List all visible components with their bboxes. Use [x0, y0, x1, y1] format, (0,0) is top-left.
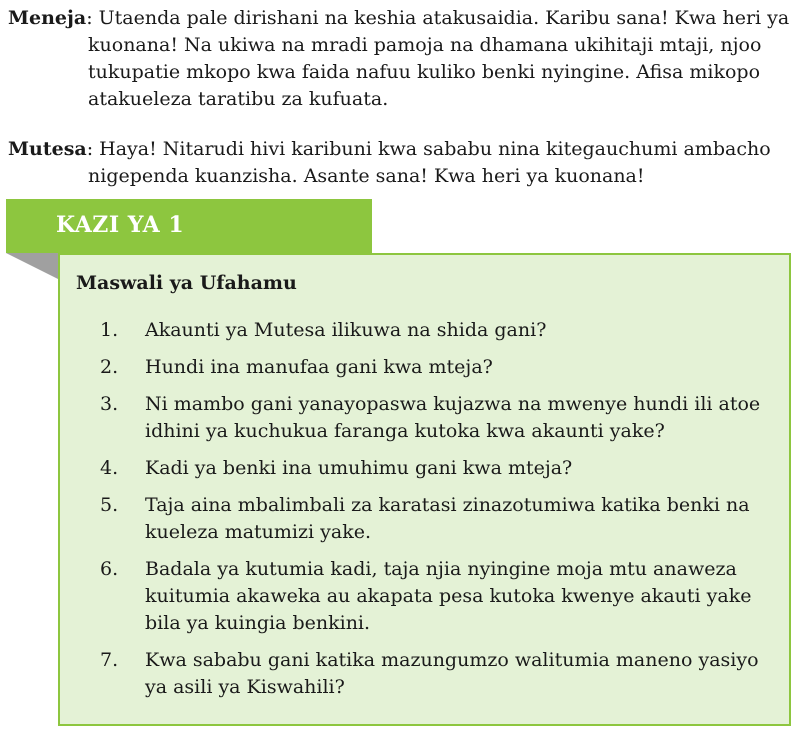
speaker-name: Meneja [8, 7, 87, 29]
dialogue-line: atakueleza taratibu za kufuata. [88, 88, 389, 110]
question-item [60, 492, 789, 546]
question-number: 4. [100, 457, 119, 479]
question-number: 5. [100, 494, 119, 516]
dialogue-line: nigependa kuanzisha. Asante sana! Kwa heri ya kuonana! [88, 165, 645, 187]
question-item [60, 556, 789, 637]
question-item [60, 317, 789, 344]
dialogue-line: tukupatie mkopo kwa faida nafuu kuliko benki nyingine. Afisa mikopo [88, 61, 761, 83]
question-text: Kadi ya benki ina umuhimu gani kwa mteja? [145, 457, 573, 479]
dialogue-line: : Utaenda pale dirishani na keshia atakusaidia. Karibu sana! Kwa heri ya [86, 7, 790, 29]
question-text: idhini ya kuchukua faranga kutoka kwa akaunti yake? [145, 420, 665, 442]
questions-box [58, 253, 791, 726]
question-text: Hundi ina manufaa gani kwa mteja? [145, 356, 493, 378]
dialogue-line: : Haya! Nitarudi hivi karibuni kwa sababu nina kitegauchumi ambacho [86, 138, 771, 160]
questions-title: Maswali ya Ufahamu [76, 272, 297, 294]
task-label: KAZI YA 1 [56, 212, 185, 238]
question-text: Kwa sababu gani katika mazungumzo walitumia maneno yasiyo [145, 649, 759, 671]
task-banner [6, 199, 372, 253]
question-item [60, 391, 789, 445]
question-item [60, 455, 789, 482]
question-item [60, 354, 789, 381]
question-text: Ni mambo gani yanayopaswa kujazwa na mwenye hundi ili atoe [145, 393, 761, 415]
dialogue-mutesa [8, 136, 792, 190]
questions-list [60, 317, 789, 711]
dialogue-line: kuonana! Na ukiwa na mradi pamoja na dhamana ukihitaji mtaji, njoo [88, 34, 762, 56]
question-number: 3. [100, 393, 119, 415]
question-number: 1. [100, 319, 119, 341]
question-text: Badala ya kutumia kadi, taja njia nyingine moja mtu anaweza [145, 558, 737, 580]
question-number: 6. [100, 558, 119, 580]
dialogue-meneja [8, 5, 792, 113]
question-text: kueleza matumizi yake. [145, 521, 371, 543]
speaker-name: Mutesa [8, 138, 87, 160]
question-number: 2. [100, 356, 119, 378]
question-number: 7. [100, 649, 119, 671]
question-text: Taja aina mbalimbali za karatasi zinazotumiwa katika benki na [145, 494, 750, 516]
banner-fold-shadow [6, 253, 58, 279]
question-text: ya asili ya Kiswahili? [145, 676, 345, 698]
question-text: kuitumia akaweka au akapata pesa kutoka kwenye akauti yake [145, 585, 752, 607]
question-text: bila ya kuingia benkini. [145, 612, 371, 634]
question-text: Akaunti ya Mutesa ilikuwa na shida gani? [145, 319, 547, 341]
question-item [60, 647, 789, 701]
